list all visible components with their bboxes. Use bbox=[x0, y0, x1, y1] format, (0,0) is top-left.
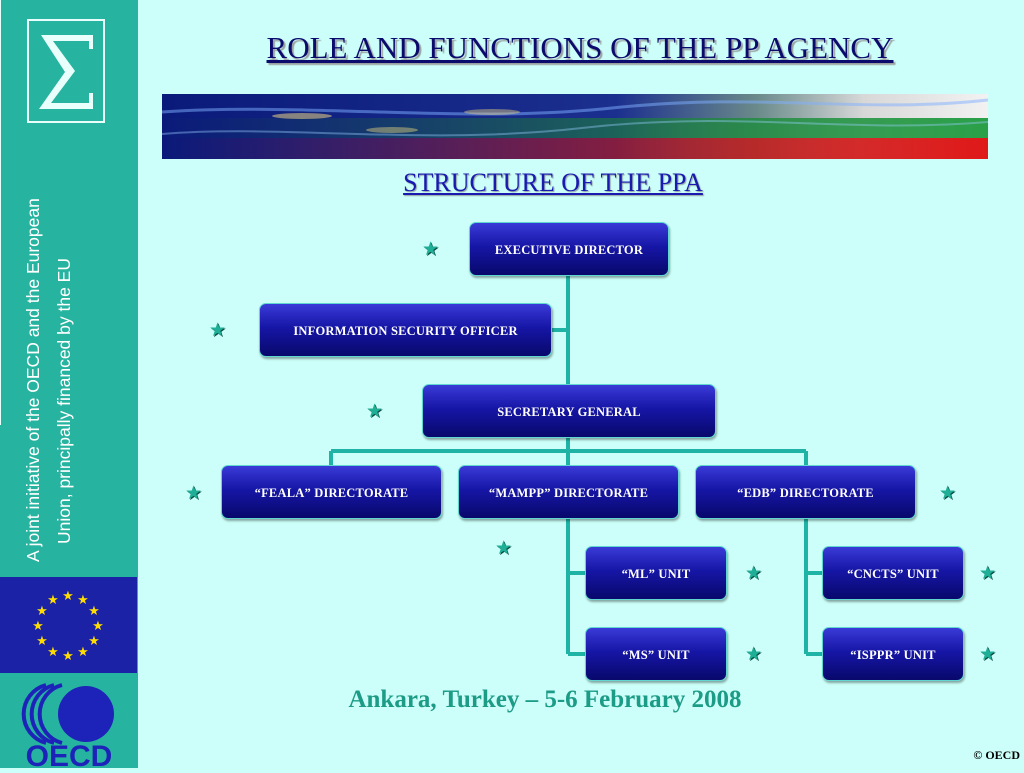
executive-director-box: EXECUTIVE DIRECTOR bbox=[469, 222, 669, 276]
mampp-directorate-box: “MAMPP” DIRECTORATE bbox=[458, 465, 679, 519]
eu-star-icon: ★ bbox=[77, 593, 89, 608]
sidebar-text-line-1: A joint initiative of the OECD and the European bbox=[23, 198, 43, 562]
secretary-general-box: SECRETARY GENERAL bbox=[422, 384, 716, 438]
star-icon: ★ bbox=[939, 482, 957, 504]
event-location-date: Ankara, Turkey – 5-6 February 2008 bbox=[348, 686, 742, 713]
information-security-officer-box: INFORMATION SECURITY OFFICER bbox=[259, 303, 552, 357]
eu-star-icon: ★ bbox=[47, 645, 59, 660]
star-icon: ★ bbox=[979, 562, 997, 584]
eu-star-icon: ★ bbox=[36, 604, 48, 619]
oecd-logo-text: OECD bbox=[25, 740, 113, 768]
star-icon: ★ bbox=[209, 319, 227, 341]
star-icon: ★ bbox=[745, 562, 763, 584]
eu-star-icon: ★ bbox=[88, 604, 100, 619]
star-icon: ★ bbox=[745, 643, 763, 665]
star-icon: ★ bbox=[422, 238, 440, 260]
eu-star-icon: ★ bbox=[88, 634, 100, 649]
ms-unit-box: “MS” UNIT bbox=[585, 627, 727, 681]
feala-directorate-box: “FEALA” DIRECTORATE bbox=[221, 465, 442, 519]
copyright-notice: © OECD bbox=[973, 748, 1020, 762]
eu-star-icon: ★ bbox=[47, 593, 59, 608]
sidebar-text-line-2: Union, principally financed by the EU bbox=[54, 258, 74, 544]
chart-subtitle: STRUCTURE OF THE PPA bbox=[403, 168, 703, 197]
eu-star-icon: ★ bbox=[77, 645, 89, 660]
eu-star-icon: ★ bbox=[36, 634, 48, 649]
page-title: ROLE AND FUNCTIONS OF THE PP AGENCY bbox=[266, 30, 894, 65]
isppr-unit-box: “ISPPR” UNIT bbox=[822, 627, 964, 681]
star-icon: ★ bbox=[366, 400, 384, 422]
eu-star-icon: ★ bbox=[92, 619, 104, 634]
eu-star-icon: ★ bbox=[62, 589, 74, 604]
edb-directorate-box: “EDB” DIRECTORATE bbox=[695, 465, 916, 519]
star-icon: ★ bbox=[979, 643, 997, 665]
star-icon: ★ bbox=[185, 482, 203, 504]
cncts-unit-box: “CNCTS” UNIT bbox=[822, 546, 964, 600]
ml-unit-box: “ML” UNIT bbox=[585, 546, 727, 600]
star-icon: ★ bbox=[495, 537, 513, 559]
eu-star-icon: ★ bbox=[62, 649, 74, 664]
eu-star-icon: ★ bbox=[32, 619, 44, 634]
